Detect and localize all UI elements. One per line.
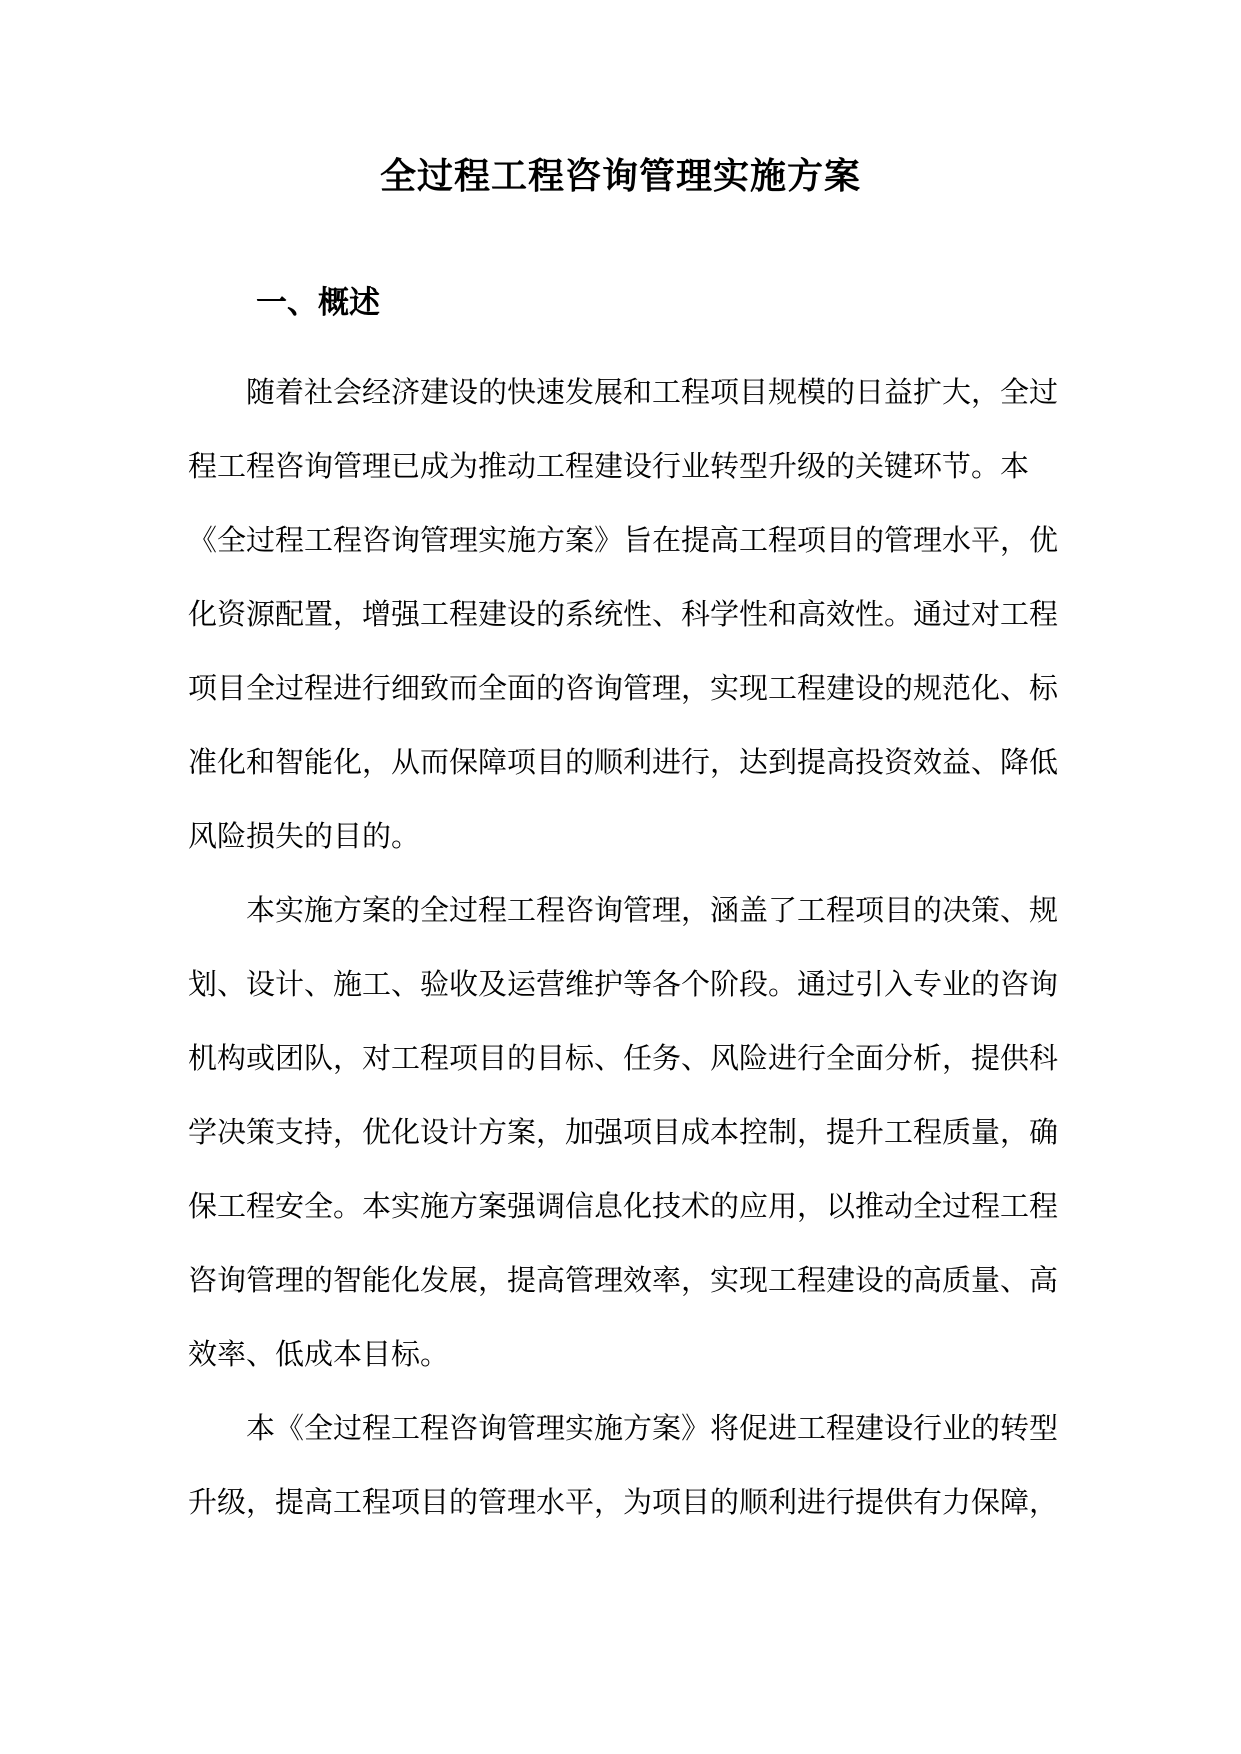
paragraph-line: 保工程安全。本实施方案强调信息化技术的应用，以推动全过程工程 xyxy=(188,1189,1059,1223)
paragraph-line: 准化和智能化，从而保障项目的顺利进行，达到提高投资效益、降低 xyxy=(188,745,1059,779)
paragraph-line: 本《全过程工程咨询管理实施方案》将促进工程建设行业的转型 xyxy=(246,1411,1059,1445)
paragraph-line: 项目全过程进行细致而全面的咨询管理，实现工程建设的规范化、标 xyxy=(188,671,1059,705)
paragraph-line: 效率、低成本目标。 xyxy=(188,1337,450,1371)
paragraph-line: 升级，提高工程项目的管理水平，为项目的顺利进行提供有力保障， xyxy=(188,1485,1059,1519)
paragraph-line: 风险损失的目的。 xyxy=(188,819,421,853)
document-title: 全过程工程咨询管理实施方案 xyxy=(379,155,861,197)
paragraph-line: 咨询管理的智能化发展，提高管理效率，实现工程建设的高质量、高 xyxy=(188,1263,1059,1297)
paragraph-line: 本实施方案的全过程工程咨询管理，涵盖了工程项目的决策、规 xyxy=(246,893,1059,927)
paragraph-line: 《全过程工程咨询管理实施方案》旨在提高工程项目的管理水平，优 xyxy=(188,523,1059,557)
paragraph-line: 学决策支持，优化设计方案，加强项目成本控制，提升工程质量，确 xyxy=(188,1115,1059,1149)
paragraph-line: 机构或团队，对工程项目的目标、任务、风险进行全面分析，提供科 xyxy=(188,1041,1059,1075)
paragraph-line: 程工程咨询管理已成为推动工程建设行业转型升级的关键环节。本 xyxy=(188,449,1030,483)
section-heading: 一、概述 xyxy=(256,285,380,321)
paragraph-line: 划、设计、施工、验收及运营维护等各个阶段。通过引入专业的咨询 xyxy=(188,967,1059,1001)
paragraph-line: 化资源配置，增强工程建设的系统性、科学性和高效性。通过对工程 xyxy=(188,597,1059,631)
paragraph-line: 随着社会经济建设的快速发展和工程项目规模的日益扩大，全过 xyxy=(246,375,1059,409)
